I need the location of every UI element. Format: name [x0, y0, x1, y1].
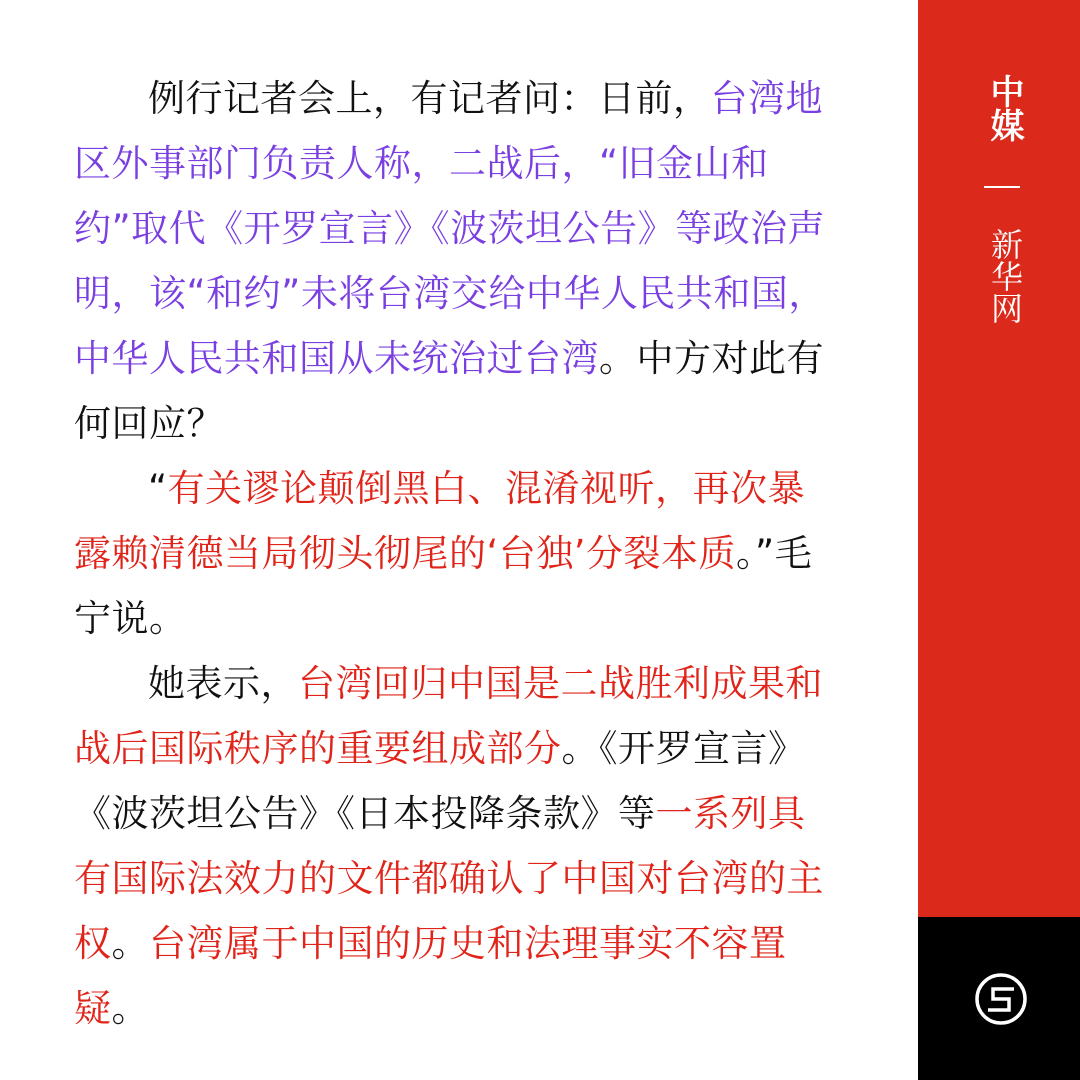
- article-paragraph: [74, 66, 839, 456]
- sidebar-divider: [984, 186, 1020, 188]
- article-paragraph: [74, 651, 839, 1041]
- text-segment: 。中方对此有何回应？: [74, 337, 824, 445]
- sidebar: [918, 0, 1080, 1080]
- text-segment: “: [148, 467, 168, 510]
- text-segment: 有关谬论颠倒黑白、混淆视听，再次暴露赖清德当局彻头彻尾的‘台独’分裂本质: [74, 467, 806, 575]
- text-segment: 台湾属于中国的历史和法理事实不容置疑: [74, 922, 787, 1030]
- brand-label: 中媒: [984, 74, 1024, 142]
- sidebar-black-panel: [918, 917, 1080, 1080]
- source-label: 新华网: [986, 228, 1024, 324]
- article-paragraph: [74, 456, 839, 651]
- text-segment: 例行记者会上，有记者问：日前，: [148, 77, 711, 120]
- text-segment: 台湾地区外事部门负责人称，二战后，“旧金山和约”取代《开罗宣言》《波茨坦公告》等政治声明，该“和约”未将台湾交给中华人民共和国，中华人民共和国从未统治过台湾: [74, 77, 826, 380]
- sidebar-red-panel: [918, 0, 1080, 917]
- circle-s-logo-icon: [974, 972, 1028, 1026]
- text-segment: 一系列具有国际法效力的文件都确认了中国对台湾的主权: [74, 792, 824, 965]
- text-segment: 她表示，: [148, 662, 298, 705]
- text-segment: 台湾回归中国是二战胜利成果和战后国际秩序的重要组成部分: [74, 662, 823, 770]
- text-segment: 。: [111, 922, 149, 965]
- text-segment: 。《开罗宣言》《波茨坦公告》《日本投降条款》等: [74, 727, 806, 835]
- text-segment: 。: [111, 987, 149, 1030]
- text-segment: 。”毛宁说。: [74, 532, 813, 640]
- article-body: [74, 66, 839, 1041]
